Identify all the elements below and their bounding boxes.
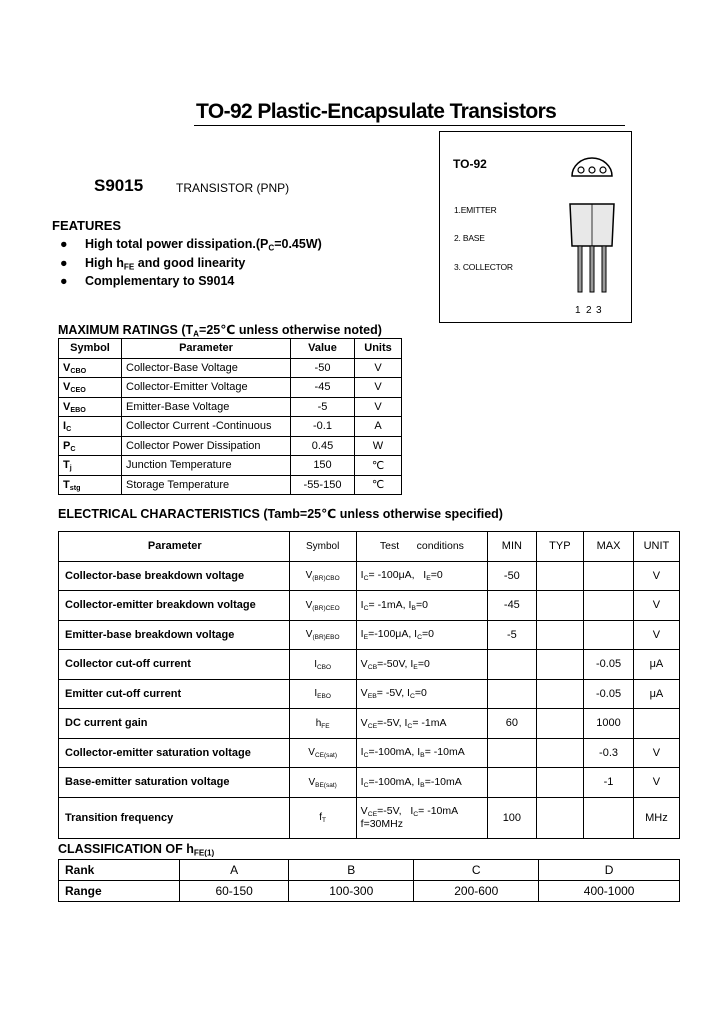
table-row bbox=[59, 378, 402, 398]
table-row bbox=[59, 709, 680, 739]
pin-label-emitter: 1.EMITTER bbox=[454, 205, 497, 215]
column-header: MAX bbox=[584, 532, 634, 562]
table-row bbox=[59, 738, 680, 768]
electrical-table bbox=[58, 531, 680, 839]
max-ratings-heading: MAXIMUM RATINGS ($T_A=25℃$ unless otherwise noted) bbox=[58, 323, 382, 339]
pin-number-1: 1 bbox=[575, 305, 581, 316]
symbol-cell: $V_{EBO}$ bbox=[59, 397, 122, 417]
symbol-cell: $V_{(BR)EBO}$ bbox=[289, 620, 356, 650]
column-header: Parameter bbox=[59, 532, 290, 562]
value-cell: 0.45 bbox=[291, 436, 355, 456]
parameter-cell: Emitter-base breakdown voltage bbox=[59, 620, 290, 650]
feature-subscript: FE bbox=[123, 261, 135, 271]
table-row bbox=[59, 768, 680, 798]
classification-heading: CLASSIFICATION OF $h_{FE(1)}$ bbox=[58, 842, 215, 858]
value-cell: -55-150 bbox=[291, 475, 355, 495]
table-row bbox=[59, 591, 680, 621]
symbol-cell: $h_{FE}$ bbox=[289, 709, 356, 739]
unit-cell: V bbox=[633, 738, 679, 768]
parameter-cell: Emitter-Base Voltage bbox=[122, 397, 291, 417]
typ-cell bbox=[536, 679, 584, 709]
symbol-cell: $I_{EBO}$ bbox=[289, 679, 356, 709]
pin-number-2: 2 bbox=[586, 305, 592, 316]
min-cell bbox=[488, 768, 536, 798]
parameter-cell: Collector Power Dissipation bbox=[122, 436, 291, 456]
package-side-view bbox=[570, 204, 614, 292]
unit-cell: μA bbox=[633, 679, 679, 709]
table-header-row bbox=[59, 339, 402, 359]
unit-cell: W bbox=[355, 436, 402, 456]
typ-cell bbox=[536, 561, 584, 591]
pin-number-3: 3 bbox=[596, 305, 602, 316]
symbol-cell: $T_j$ bbox=[59, 456, 122, 476]
max-cell: -1 bbox=[584, 768, 634, 798]
min-cell: 60 bbox=[488, 709, 536, 739]
condition-cell: $I_C= -100\mu A$, $I_E=0$ bbox=[356, 561, 487, 591]
unit-cell: V bbox=[633, 561, 679, 591]
feature-subscript: C bbox=[268, 243, 275, 253]
table-row bbox=[59, 475, 402, 495]
condition-cell: $V_{EB}= -5V$, $I_C=0$ bbox=[356, 679, 487, 709]
symbol-cell: $V_{(BR)CBO}$ bbox=[289, 561, 356, 591]
electrical-heading: ELECTRICAL CHARACTERISTICS (Tamb=25℃ unless otherwise specified) bbox=[58, 507, 503, 521]
classification-table bbox=[58, 859, 680, 902]
parameter-cell: Collector-emitter saturation voltage bbox=[59, 738, 290, 768]
feature-text: =0.45W) bbox=[274, 237, 322, 251]
unit-cell: V bbox=[633, 768, 679, 798]
parameter-cell: Collector-base breakdown voltage bbox=[59, 561, 290, 591]
unit-cell: ℃ bbox=[355, 475, 402, 495]
table-header-row bbox=[59, 532, 680, 562]
table-row bbox=[59, 679, 680, 709]
typ-cell bbox=[536, 797, 584, 838]
condition-cell: $I_E=-100\mu A$, $I_C=0$ bbox=[356, 620, 487, 650]
symbol-cell: $f_T$ bbox=[289, 797, 356, 838]
symbol-cell: $V_{BE(sat)}$ bbox=[289, 768, 356, 798]
part-description: TRANSISTOR (PNP) bbox=[176, 181, 290, 195]
feature-item bbox=[60, 237, 322, 251]
to92-package-drawing bbox=[562, 154, 622, 299]
column-header: Symbol bbox=[289, 532, 356, 562]
rank-cell: C bbox=[414, 860, 539, 881]
table-row bbox=[59, 417, 402, 437]
table-row bbox=[59, 650, 680, 680]
table-row bbox=[59, 620, 680, 650]
symbol-cell: $I_C$ bbox=[59, 417, 122, 437]
range-cell: 60-150 bbox=[180, 881, 289, 902]
condition-cell: $V_{CE}=-5V$, $I_C= -10mA$ f=30MHz bbox=[356, 797, 487, 838]
value-cell: -0.1 bbox=[291, 417, 355, 437]
condition-cell: $V_{CE}=-5V$, $I_C= -1mA$ bbox=[356, 709, 487, 739]
column-header: Symbol bbox=[59, 339, 122, 359]
range-cell: 100-300 bbox=[289, 881, 414, 902]
table-row bbox=[59, 797, 680, 838]
typ-cell bbox=[536, 591, 584, 621]
symbol-cell: $V_{CE(sat)}$ bbox=[289, 738, 356, 768]
value-cell: 150 bbox=[291, 456, 355, 476]
min-cell bbox=[488, 738, 536, 768]
typ-cell bbox=[536, 738, 584, 768]
symbol-cell: $V_{CBO}$ bbox=[59, 358, 122, 378]
min-cell: 100 bbox=[488, 797, 536, 838]
table-row bbox=[59, 456, 402, 476]
rank-cell: A bbox=[180, 860, 289, 881]
min-cell bbox=[488, 679, 536, 709]
symbol-cell: $T_{stg}$ bbox=[59, 475, 122, 495]
column-header: Parameter bbox=[122, 339, 291, 359]
parameter-cell: Storage Temperature bbox=[122, 475, 291, 495]
column-header: MIN bbox=[488, 532, 536, 562]
feature-text: Complementary to S9014 bbox=[85, 274, 235, 288]
rank-cell: D bbox=[539, 860, 680, 881]
feature-text: High total power dissipation.(P bbox=[85, 237, 269, 251]
unit-cell: MHz bbox=[633, 797, 679, 838]
condition-cell: $I_C=-100mA$, $I_B=-10mA$ bbox=[356, 768, 487, 798]
features-heading: FEATURES bbox=[52, 218, 122, 233]
min-cell: -50 bbox=[488, 561, 536, 591]
table-row bbox=[59, 397, 402, 417]
parameter-cell: Transition frequency bbox=[59, 797, 290, 838]
parameter-cell: DC current gain bbox=[59, 709, 290, 739]
condition-cell: $V_{CB}=-50V$, $I_E=0$ bbox=[356, 650, 487, 680]
symbol-cell: $V_{CEO}$ bbox=[59, 378, 122, 398]
parameter-cell: Emitter cut-off current bbox=[59, 679, 290, 709]
pin-label-collector: 3. COLLECTOR bbox=[454, 262, 513, 272]
parameter-cell: Base-emitter saturation voltage bbox=[59, 768, 290, 798]
range-cell: 400-1000 bbox=[539, 881, 680, 902]
column-header: Units bbox=[355, 339, 402, 359]
unit-cell: ℃ bbox=[355, 456, 402, 476]
feature-item bbox=[60, 256, 245, 270]
feature-text: and good linearity bbox=[134, 255, 246, 270]
column-header: TYP bbox=[536, 532, 584, 562]
parameter-cell: Collector cut-off current bbox=[59, 650, 290, 680]
max-cell bbox=[584, 797, 634, 838]
max-cell bbox=[584, 591, 634, 621]
bullet-icon: ● bbox=[60, 274, 68, 288]
package-name: TO-92 bbox=[453, 157, 487, 171]
unit-cell: V bbox=[633, 591, 679, 621]
min-cell: -5 bbox=[488, 620, 536, 650]
feature-text: High h bbox=[85, 255, 124, 270]
max-cell: -0.3 bbox=[584, 738, 634, 768]
title-underline bbox=[194, 125, 625, 126]
max-cell bbox=[584, 620, 634, 650]
typ-cell bbox=[536, 768, 584, 798]
condition-cell: $I_C= -1mA$, $I_B=0$ bbox=[356, 591, 487, 621]
pin-label-base: 2. BASE bbox=[454, 233, 485, 243]
rank-label: Rank bbox=[59, 860, 180, 881]
unit-cell bbox=[633, 709, 679, 739]
max-ratings-table bbox=[58, 338, 402, 495]
table-row bbox=[59, 358, 402, 378]
max-cell: -0.05 bbox=[584, 679, 634, 709]
typ-cell bbox=[536, 709, 584, 739]
unit-cell: V bbox=[355, 397, 402, 417]
parameter-cell: Collector-Base Voltage bbox=[122, 358, 291, 378]
column-header: Value bbox=[291, 339, 355, 359]
parameter-cell: Collector-Emitter Voltage bbox=[122, 378, 291, 398]
rank-cell: B bbox=[289, 860, 414, 881]
min-cell: -45 bbox=[488, 591, 536, 621]
range-label: Range bbox=[59, 881, 180, 902]
table-row bbox=[59, 561, 680, 591]
min-cell bbox=[488, 650, 536, 680]
value-cell: -5 bbox=[291, 397, 355, 417]
condition-cell: $I_C=-100mA$, $I_B= -10mA$ bbox=[356, 738, 487, 768]
bullet-icon: ● bbox=[60, 237, 68, 251]
column-header: Test conditions bbox=[356, 532, 487, 562]
unit-cell: V bbox=[355, 358, 402, 378]
unit-cell: V bbox=[633, 620, 679, 650]
parameter-cell: Collector Current -Continuous bbox=[122, 417, 291, 437]
symbol-cell: $P_C$ bbox=[59, 436, 122, 456]
max-cell bbox=[584, 561, 634, 591]
document-title: TO-92 Plastic-Encapsulate Transistors bbox=[196, 100, 557, 123]
max-cell: -0.05 bbox=[584, 650, 634, 680]
parameter-cell: Junction Temperature bbox=[122, 456, 291, 476]
range-cell: 200-600 bbox=[414, 881, 539, 902]
package-top-view bbox=[572, 158, 612, 176]
unit-cell: A bbox=[355, 417, 402, 437]
rank-row bbox=[59, 860, 680, 881]
symbol-cell: $V_{(BR)CEO}$ bbox=[289, 591, 356, 621]
value-cell: -50 bbox=[291, 358, 355, 378]
table-row bbox=[59, 436, 402, 456]
unit-cell: μA bbox=[633, 650, 679, 680]
range-row bbox=[59, 881, 680, 902]
value-cell: -45 bbox=[291, 378, 355, 398]
max-cell: 1000 bbox=[584, 709, 634, 739]
typ-cell bbox=[536, 620, 584, 650]
feature-item bbox=[60, 274, 234, 288]
symbol-cell: $I_{CBO}$ bbox=[289, 650, 356, 680]
unit-cell: V bbox=[355, 378, 402, 398]
bullet-icon: ● bbox=[60, 255, 68, 270]
typ-cell bbox=[536, 650, 584, 680]
parameter-cell: Collector-emitter breakdown voltage bbox=[59, 591, 290, 621]
column-header: UNIT bbox=[633, 532, 679, 562]
part-number: S9015 bbox=[94, 176, 144, 195]
